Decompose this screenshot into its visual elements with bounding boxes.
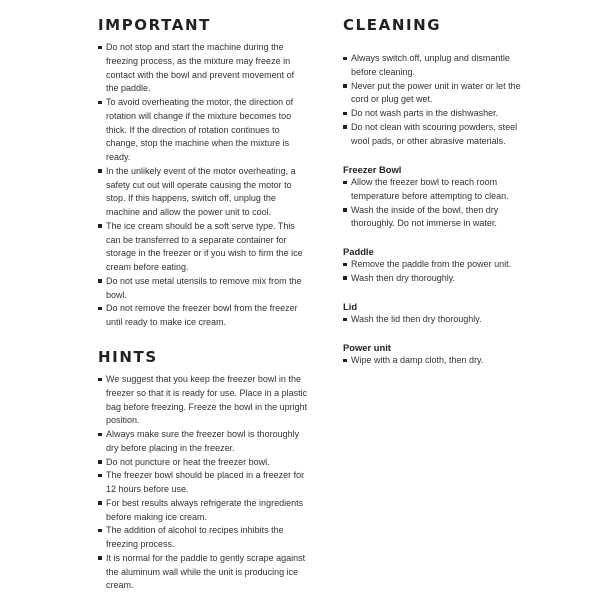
list-item: For best results always refrigerate the ingredients before making ice cream. <box>98 497 308 525</box>
list-item: Do not wash parts in the dishwasher. <box>343 107 533 121</box>
cleaning-heading: CLEANING <box>343 16 442 34</box>
list-item: To avoid overheating the motor, the direction of rotation will change if the mixture becomes too thick. If the direction of rotation continues to change, stop the machine when the mixture is ready. <box>98 96 308 165</box>
paddle-heading: Paddle <box>343 246 374 257</box>
list-item: Always make sure the freezer bowl is thoroughly dry before placing in the freezer. <box>98 428 308 456</box>
power-unit-list <box>343 354 533 368</box>
hints-list <box>98 373 308 593</box>
list-item: The freezer bowl should be placed in a freezer for 12 hours before use. <box>98 469 308 497</box>
important-list <box>98 41 308 330</box>
list-item: Allow the freezer bowl to reach room temperature before attempting to clean. <box>343 176 533 204</box>
list-item: We suggest that you keep the freezer bowl in the freezer so that it is ready for use. Place in a plastic bag before freezing. Freeze the bowl in the upright position. <box>98 373 308 428</box>
power-unit-heading: Power unit <box>343 342 391 353</box>
list-item: Do not stop and start the machine during the freezing process, as the mixture may freeze in contact with the bowl and prevent movement of the paddle. <box>98 41 308 96</box>
important-heading: IMPORTANT <box>98 16 211 34</box>
hints-heading: HINTS <box>98 348 158 366</box>
list-item: Wipe with a damp cloth, then dry. <box>343 354 533 368</box>
list-item: In the unlikely event of the motor overheating, a safety cut out will operate causing the motor to stop. If this happens, switch off, unplug the machine and allow the power unit to cool. <box>98 165 308 220</box>
list-item: Always switch off, unplug and dismantle before cleaning. <box>343 52 533 80</box>
list-item: Never put the power unit in water or let the cord or plug get wet. <box>343 80 533 108</box>
freezer-bowl-list <box>343 176 533 231</box>
freezer-bowl-heading: Freezer Bowl <box>343 164 402 175</box>
lid-heading: Lid <box>343 301 358 312</box>
list-item: Wash the lid then dry thoroughly. <box>343 313 533 327</box>
lid-list <box>343 313 533 327</box>
list-item: It is normal for the paddle to gently scrape against the aluminum wall while the unit is producing ice cream. <box>98 552 308 593</box>
list-item: Do not puncture or heat the freezer bowl. <box>98 456 308 470</box>
list-item: Wash then dry thoroughly. <box>343 272 533 286</box>
list-item: The addition of alcohol to recipes inhibits the freezing process. <box>98 524 308 552</box>
list-item: Do not use metal utensils to remove mix from the bowl. <box>98 275 308 303</box>
list-item: Do not clean with scouring powders, steel wool pads, or other abrasive materials. <box>343 121 533 149</box>
cleaning-list <box>343 52 533 148</box>
list-item: Wash the inside of the bowl, then dry thoroughly. Do not immerse in water. <box>343 204 533 232</box>
list-item: Remove the paddle from the power unit. <box>343 258 533 272</box>
list-item: The ice cream should be a soft serve type. This can be transferred to a separate container for storage in the freezer or if you wish to firm the ice cream before eating. <box>98 220 308 275</box>
paddle-list <box>343 258 533 286</box>
list-item: Do not remove the freezer bowl from the freezer until ready to make ice cream. <box>98 302 308 330</box>
